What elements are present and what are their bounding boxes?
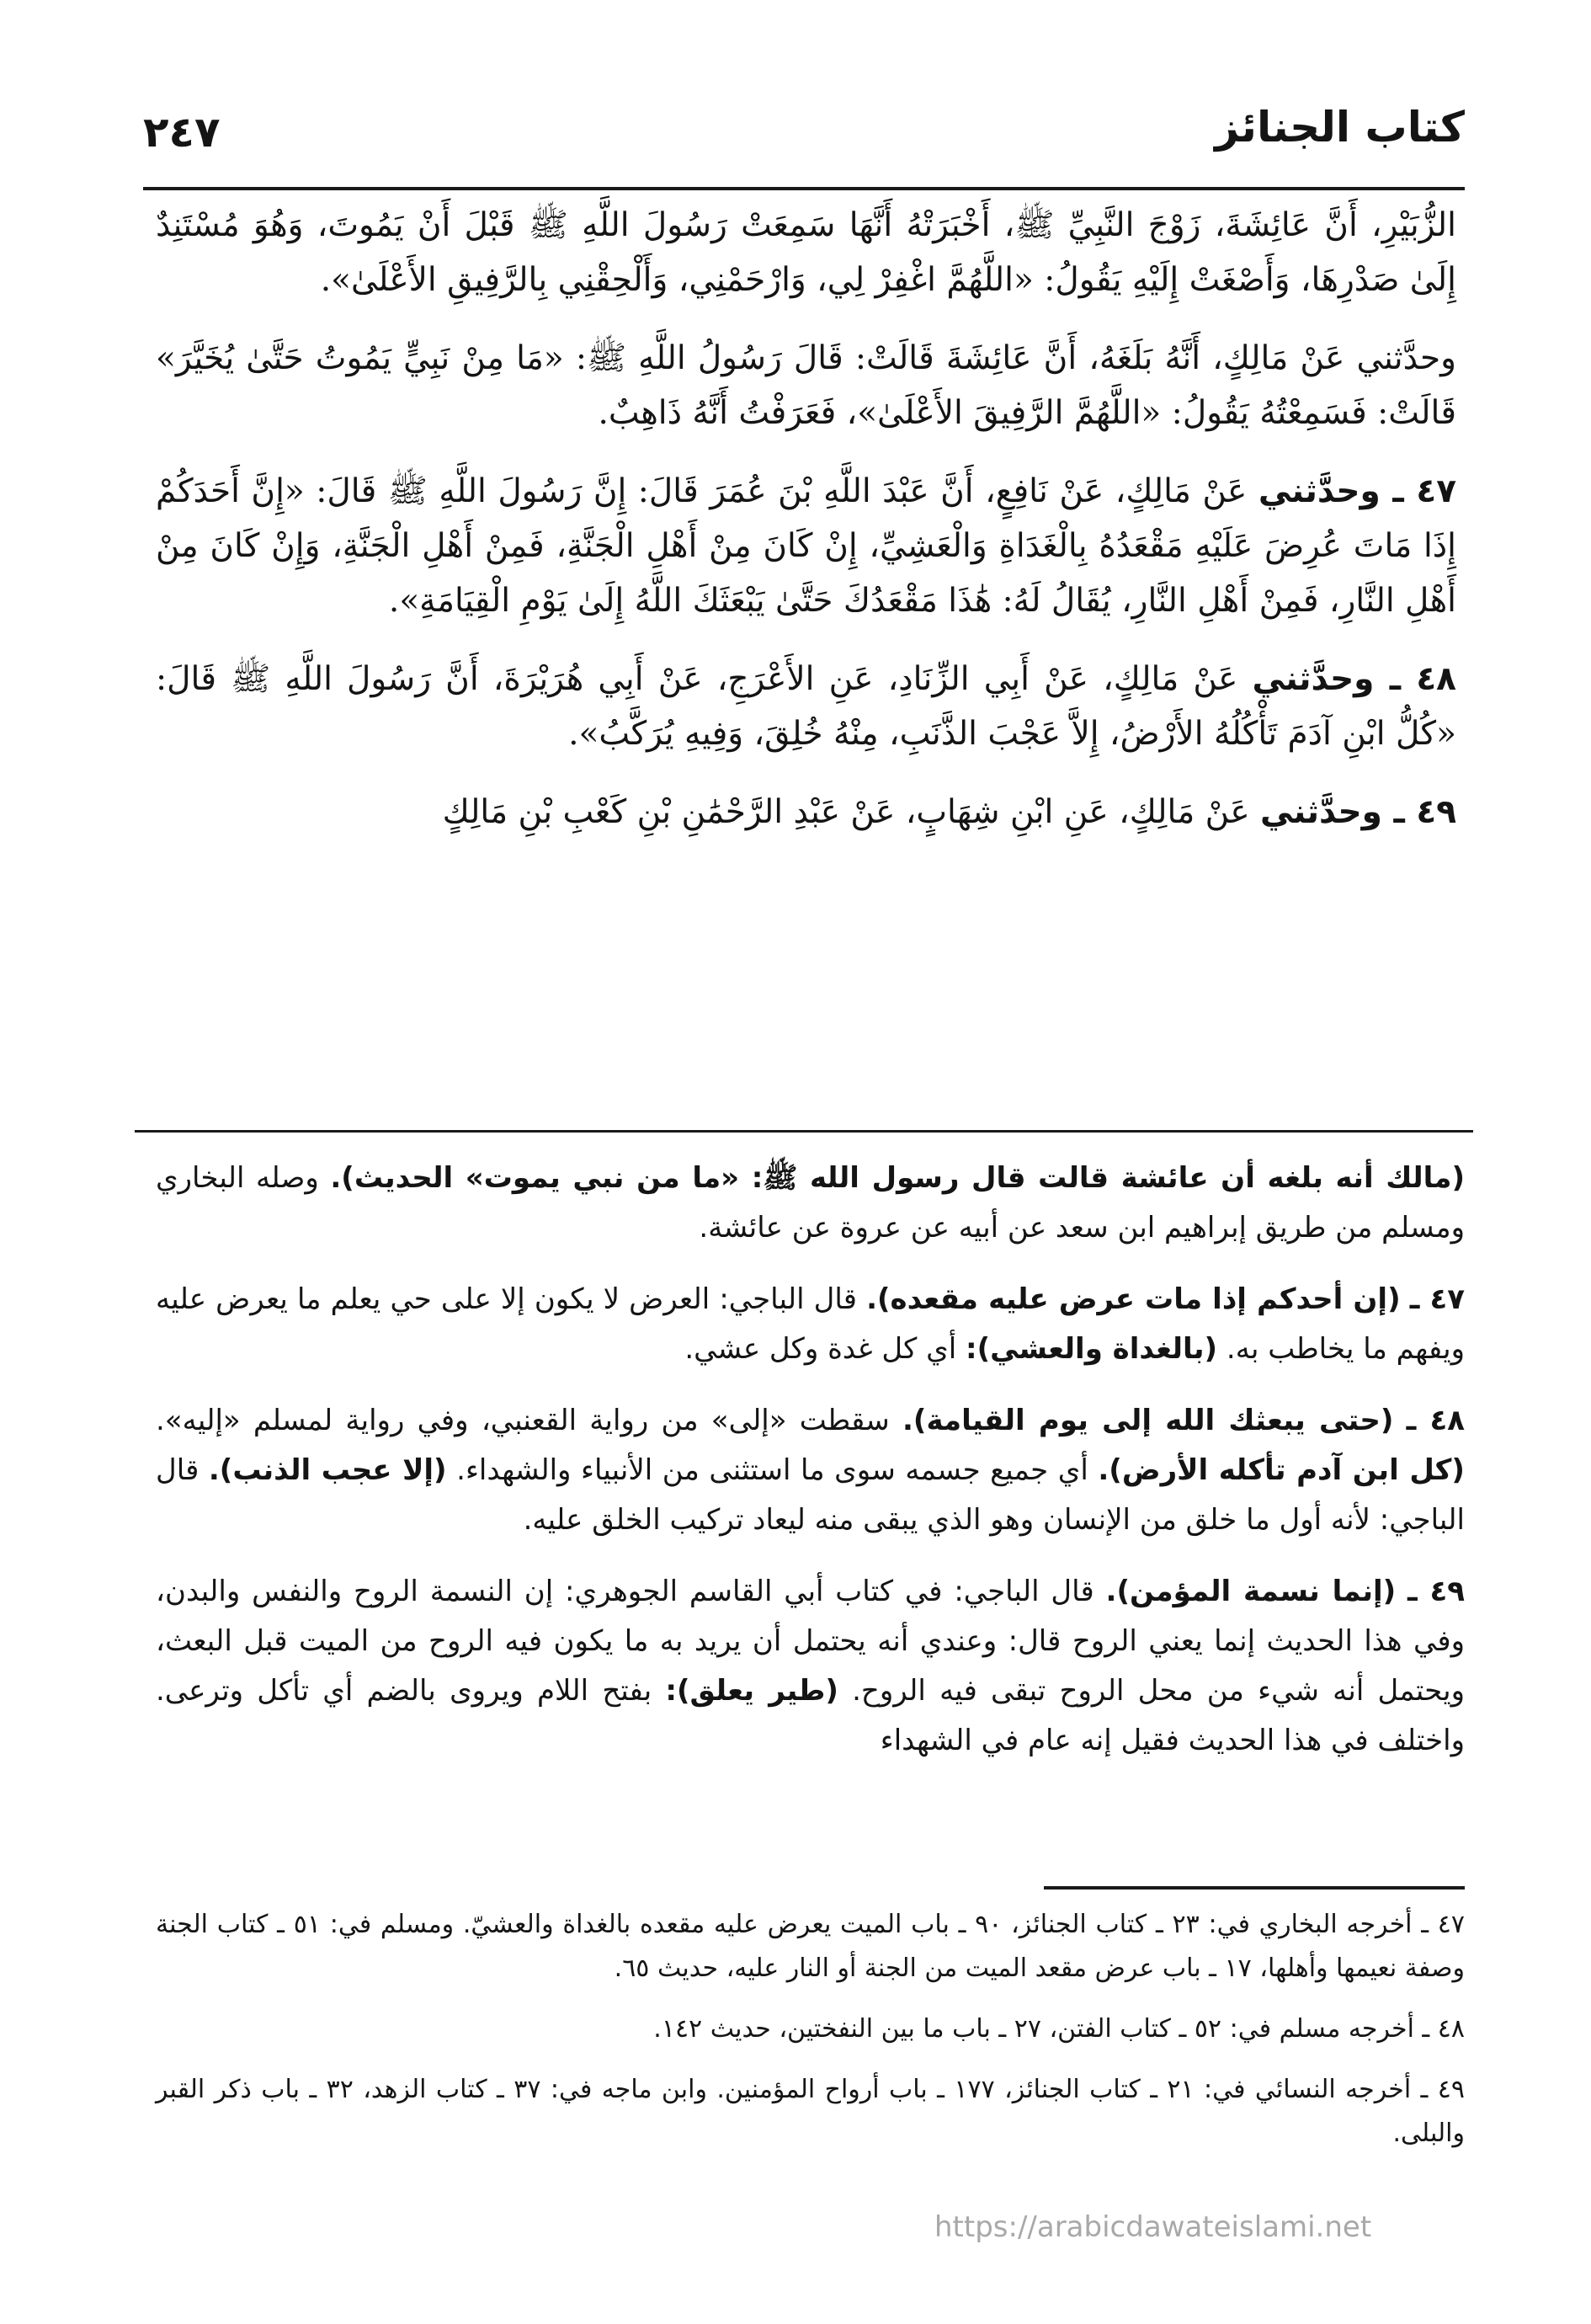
hadith-text-body: وحدَّثني عَنْ مَالِكٍ، أَنَّهُ بَلَغَهُ، أَنَّ عَائِشَةَ قَالَتْ: قَالَ رَسُولُ اللَّهِ ﷺ: «مَا مِنْ نَبِيٍّ يَمُوتُ حَتَّىٰ يُخَيَّرَ» قَالَتْ: فَسَمِعْتُهُ يَقُولُ: «اللَّهُمَّ الرَّفِيقَ الأَعْلَىٰ»، فَعَرَفْتُ أَنَّهُ ذَاهِبٌ. <box>156 339 1456 432</box>
commentary-lemma: (حتى يبعثك الله إلى يوم القيامة). <box>902 1404 1394 1437</box>
commentary-lemma: (إلا عجب الذنب). <box>208 1453 447 1487</box>
hadith-number: ٤٨ ـ وحدَّثني <box>1252 660 1456 698</box>
commentary-lemma: (إن أحدكم إذا مات عرض عليه مقعده). <box>866 1282 1401 1316</box>
page-header <box>143 93 1465 185</box>
section-divider <box>135 1130 1473 1133</box>
footnote-48: ٤٨ ـ أخرجه مسلم في: ٥٢ ـ كتاب الفتن، ٢٧ ـ باب ما بين النفختين، حديث ١٤٢. <box>653 2014 1465 2044</box>
commentary-text: أي جميع جسمه سوى ما استثنى من الأنبياء والشهداء. <box>456 1453 1088 1487</box>
commentary-number: ٤٧ ـ <box>1409 1282 1465 1316</box>
footnote-rule <box>1044 1886 1465 1890</box>
commentary-text: قال الباجي: العرض لا يكون إلا على حي يعلم ما يعرض عليه ويفهم ما يخاطب به. <box>156 1282 1465 1366</box>
chapter-title: كتاب الجنائز <box>1215 103 1465 152</box>
watermark-url: https://arabicdawateislami.net <box>934 2210 1372 2244</box>
commentary-lemma: (إنما نسمة المؤمن). <box>1105 1575 1397 1608</box>
commentary <box>156 1154 1465 1788</box>
hadith-paragraph <box>156 198 1456 307</box>
hadith-text-body: عَنْ مَالِكٍ، عَنْ نَافِعٍ، أَنَّ عَبْدَ اللَّهِ بْنَ عُمَرَ قَالَ: إِنَّ رَسُولَ اللَّهِ ﷺ قَالَ: «إِنَّ أَحَدَكُمْ إِذَا مَاتَ عُرِضَ عَلَيْهِ مَقْعَدُهُ بِالْغَدَاةِ وَالْعَشِيِّ، إِنْ كَانَ مِنْ أَهْلِ الْجَنَّةِ، فَمِنْ أَهْلِ الْجَنَّةِ، وَإِنْ كَانَ مِنْ أَهْلِ النَّارِ، فَمِنْ أَهْلِ النَّارِ، يُقَالُ لَهُ: هَٰذَا مَقْعَدُكَ حَتَّىٰ يَبْعَثَكَ اللَّهُ إِلَىٰ يَوْمِ الْقِيَامَةِ». <box>156 472 1456 620</box>
commentary-text: سقطت «إلى» من رواية القعنبي، وفي رواية لمسلم «إليه». <box>156 1404 890 1437</box>
footnote-49: ٤٩ ـ أخرجه النسائي في: ٢١ ـ كتاب الجنائز، ١٧٧ ـ باب أرواح المؤمنين. وابن ماجه في: ٣٧ ـ كتاب الزهد، ٣٢ ـ باب ذكر القبر والبلى. <box>156 2075 1465 2148</box>
commentary-text: قال الباجي: في كتاب أبي القاسم الجوهري: إن النسمة الروح والنفس والبدن، وفي هذا الحديث إنما يعني الروح قال: وعندي أنه يحتمل أن يريد به ما يكون فيه الروح من الميت قبل البعث، ويحتمل أنه شيء من محل الروح تبقى فيه الروح. <box>156 1575 1466 1708</box>
commentary-text: قال الباجي: لأنه أول ما خلق من الإنسان وهو الذي يبقى منه ليعاد تركيب الخلق عليه. <box>156 1453 1465 1537</box>
hadith-number: ٤٩ ـ وحدَّثني <box>1260 793 1456 831</box>
hadith-text-body: عَنْ مَالِكٍ، عَنْ أَبِي الزِّنَادِ، عَنِ الأَعْرَجِ، عَنْ أَبِي هُرَيْرَةَ، أَنَّ رَسُولَ اللَّهِ ﷺ قَالَ: «كُلُّ ابْنِ آدَمَ تَأْكُلُهُ الأَرْضُ، إِلاَّ عَجْبَ الذَّنَبِ، مِنْهُ خُلِقَ، وَفِيهِ يُرَكَّبُ». <box>156 660 1456 753</box>
commentary-number: ٤٨ ـ <box>1406 1404 1465 1437</box>
hadith-49 <box>156 785 1456 840</box>
header-rule <box>143 187 1465 190</box>
hadith-text-continuation: الزُّبَيْرِ، أَنَّ عَائِشَةَ، زَوْجَ النَّبِيِّ ﷺ، أَخْبَرَتْهُ أَنَّهَا سَمِعَتْ رَسُولَ اللَّهِ ﷺ قَبْلَ أَنْ يَمُوتَ، وَهُوَ مُسْتَنِدٌ إِلَىٰ صَدْرِهَا، وَأَصْغَتْ إِلَيْهِ يَقُولُ: «اللَّهُمَّ اغْفِرْ لِي، وَارْحَمْنِي، وَأَلْحِقْنِي بِالرَّفِيقِ الأَعْلَىٰ». <box>156 206 1456 299</box>
commentary-text: وصله البخاري ومسلم من طريق إبراهيم ابن سعد عن أبيه عن عروة عن عائشة. <box>156 1161 1465 1245</box>
hadith-text-body: عَنْ مَالِكٍ، عَنِ ابْنِ شِهَابٍ، عَنْ عَبْدِ الرَّحْمَٰنِ بْنِ كَعْبِ بْنِ مَالِكٍ <box>442 793 1250 831</box>
hadith-paragraph <box>156 331 1456 440</box>
hadith-47 <box>156 464 1456 628</box>
hadith-text <box>156 198 1456 863</box>
commentary-lemma: (مالك أنه بلغه أن عائشة قالت قال رسول الله ﷺ: «ما من نبي يموت» الحديث). <box>330 1161 1466 1195</box>
footnote-47: ٤٧ ـ أخرجه البخاري في: ٢٣ ـ كتاب الجنائز، ٩٠ ـ باب الميت يعرض عليه مقعده بالغداة والعشيّ. ومسلم في: ٥١ ـ كتاب الجنة وصفة نعيمها وأهلها، ١٧ ـ باب عرض مقعد الميت من الجنة أو النار عليه، حديث ٦٥. <box>156 1910 1466 1983</box>
commentary-lemma: (كل ابن آدم تأكله الأرض). <box>1098 1453 1465 1487</box>
page-number: ٢٤٧ <box>143 108 221 157</box>
commentary-47 <box>156 1275 1465 1374</box>
commentary-48 <box>156 1396 1465 1545</box>
footnotes <box>156 1903 1465 2172</box>
commentary-lemma: (طير يعلق): <box>665 1674 838 1708</box>
commentary-number: ٤٩ ـ <box>1407 1575 1466 1608</box>
commentary-text: أي كل غدة وكل عشي. <box>684 1332 957 1366</box>
hadith-number: ٤٧ ـ وحدَّثني <box>1258 472 1456 510</box>
commentary-49 <box>156 1567 1465 1766</box>
hadith-48 <box>156 652 1456 761</box>
commentary-text: بفتح اللام ويروى بالضم أي تأكل وترعى. واختلف في هذا الحديث فقيل إنه عام في الشهداء <box>156 1674 1465 1757</box>
commentary-lemma: (بالغداة والعشي): <box>965 1332 1218 1366</box>
commentary-paragraph <box>156 1154 1465 1253</box>
